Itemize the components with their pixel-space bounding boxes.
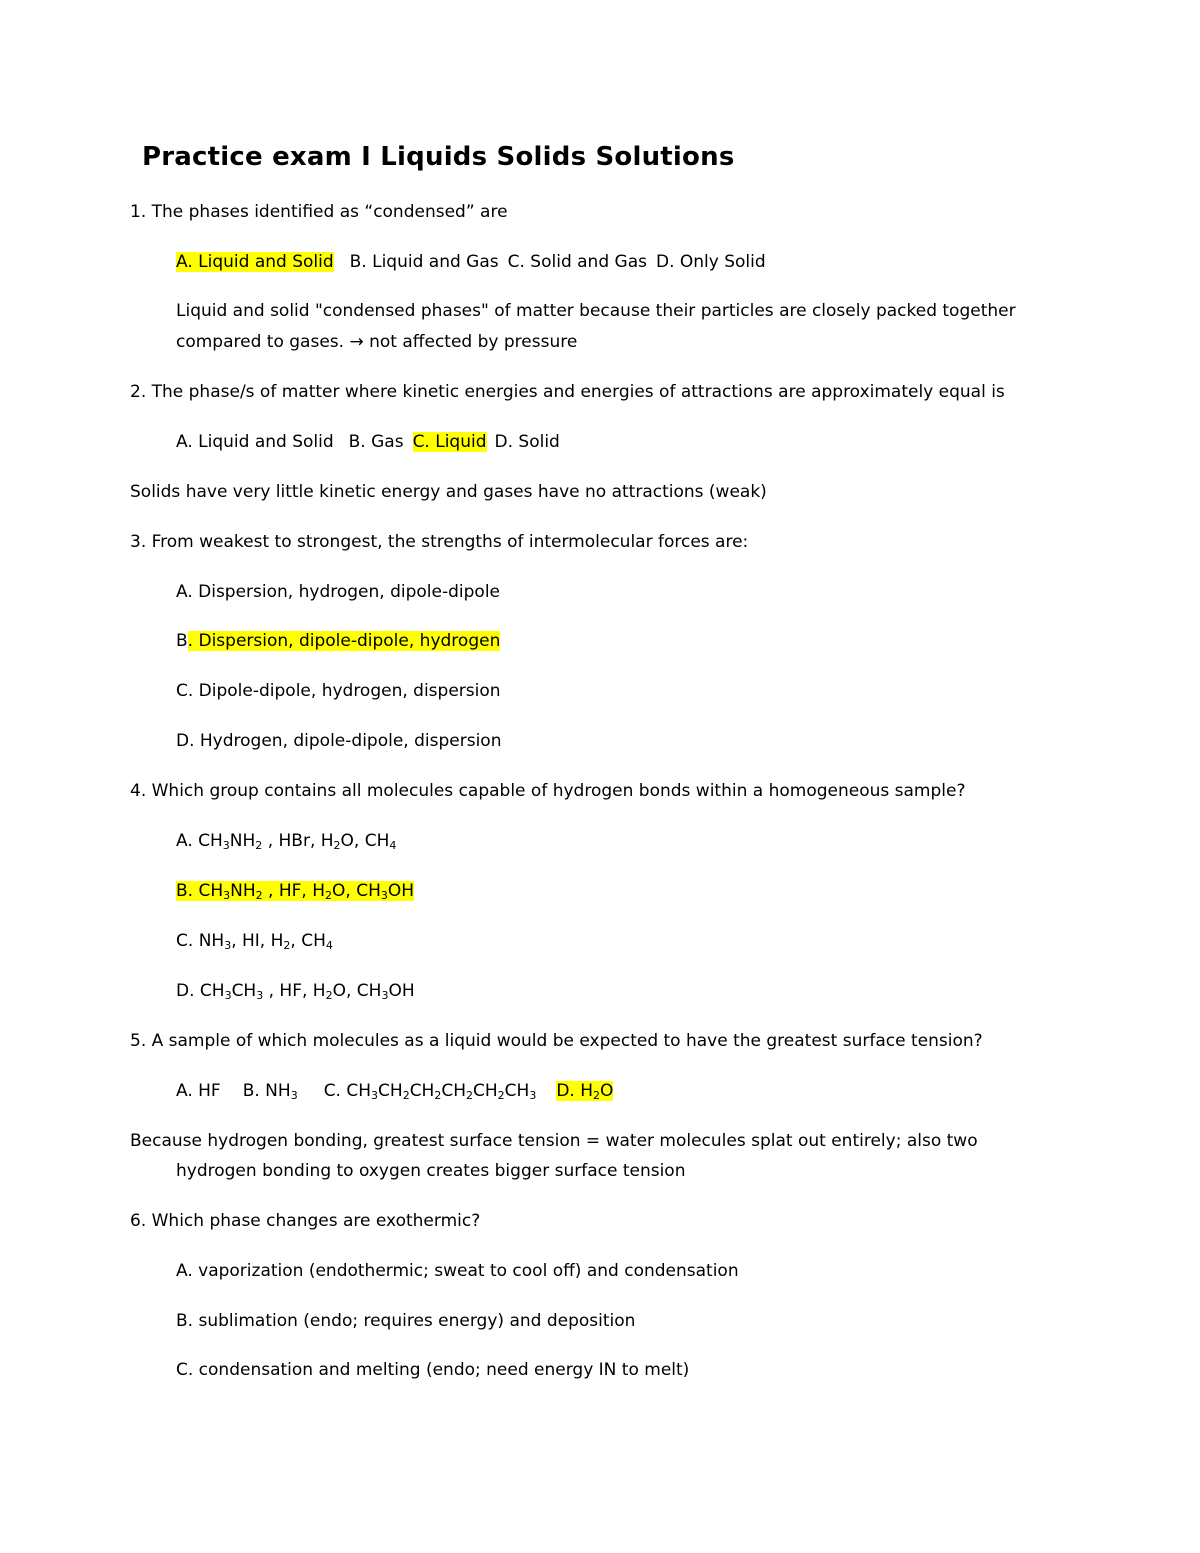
q1-explanation-line1: Liquid and solid "condensed phases" of matter because their particles are closely packed together — [176, 301, 1016, 321]
q1-option-d: D. Only Solid — [655, 252, 766, 272]
q1-option-a-answer: A. Liquid and Solid — [176, 252, 334, 272]
q2-options — [176, 432, 560, 452]
q1-option-c: C. Solid and Gas — [507, 252, 647, 272]
q5-option-c: C. $CH_3CH_2CH_2CH_2CH_2CH_3$ — [323, 1081, 537, 1102]
q1-explanation-line2 — [176, 332, 577, 352]
q1-question: 1. The phases identified as “condensed” are — [130, 202, 508, 222]
page-title: Practice exam I Liquids Solids Solutions — [142, 142, 735, 172]
q4-option-a: A. $CH_3NH_2$ , HBr, $H_2O$, $CH_4$ — [176, 831, 397, 852]
q3-option-c: C. Dipole-dipole, hydrogen, dispersion — [176, 681, 501, 701]
q1-explanation-suffix: not affected by pressure — [363, 332, 578, 352]
q6-option-b: B. sublimation (endo; requires energy) and deposition — [176, 1311, 636, 1331]
q2-option-c-answer: C. Liquid — [412, 432, 487, 452]
q6-option-c: C. condensation and melting (endo; need energy IN to melt) — [176, 1360, 690, 1380]
q3-question: 3. From weakest to strongest, the strengths of intermolecular forces are: — [130, 532, 749, 552]
q2-option-a: A. Liquid and Solid — [176, 432, 334, 452]
q5-explanation-line2: hydrogen bonding to oxygen creates bigger surface tension — [176, 1161, 686, 1181]
q3-option-b-letter: B — [176, 631, 188, 651]
q3-option-a: A. Dispersion, hydrogen, dipole-dipole — [176, 582, 500, 602]
q4-option-c: C. $NH_3$, HI, $H_2$, $CH_4$ — [176, 931, 333, 952]
q2-option-b: B. Gas — [348, 432, 404, 452]
q2-option-d: D. Solid — [494, 432, 560, 452]
q5-options — [176, 1081, 613, 1101]
q4-question: 4. Which group contains all molecules capable of hydrogen bonds within a homogeneous sample? — [130, 781, 966, 801]
q5-question: 5. A sample of which molecules as a liquid would be expected to have the greatest surface tension? — [130, 1031, 983, 1051]
q4-option-b-answer: B. $CH_3NH_2$ , HF, $H_2O$, $CH_3OH$ — [176, 881, 415, 902]
q6-option-a: A. vaporization (endothermic; sweat to cool off) and condensation — [176, 1261, 739, 1281]
q4-option-d: D. $CH_3CH_3$ , HF, $H_2O$, $CH_3OH$ — [176, 981, 415, 1002]
q1-explanation-text: compared to gases. — [176, 332, 350, 352]
q6-question: 6. Which phase changes are exothermic? — [130, 1211, 481, 1231]
q5-explanation-line1: Because hydrogen bonding, greatest surface tension = water molecules splat out entirely; also two — [130, 1131, 978, 1151]
arrow-icon: → — [349, 332, 364, 352]
q5-option-a: A. HF — [176, 1081, 221, 1101]
q2-explanation: Solids have very little kinetic energy and gases have no attractions (weak) — [130, 482, 767, 502]
q1-option-b: B. Liquid and Gas — [349, 252, 499, 272]
q5-option-d-answer: D. $H_2O$ — [556, 1081, 614, 1102]
q3-option-b-highlight: . Dispersion, dipole-dipole, hydrogen — [187, 631, 501, 651]
q3-option-d: D. Hydrogen, dipole-dipole, dispersion — [176, 731, 502, 751]
q1-options — [176, 252, 766, 272]
q2-question: 2. The phase/s of matter where kinetic energies and energies of attractions are approximately equal is — [130, 382, 1005, 402]
q5-option-b: B. $NH_3$ — [242, 1081, 298, 1102]
q3-option-b-answer — [176, 631, 500, 651]
